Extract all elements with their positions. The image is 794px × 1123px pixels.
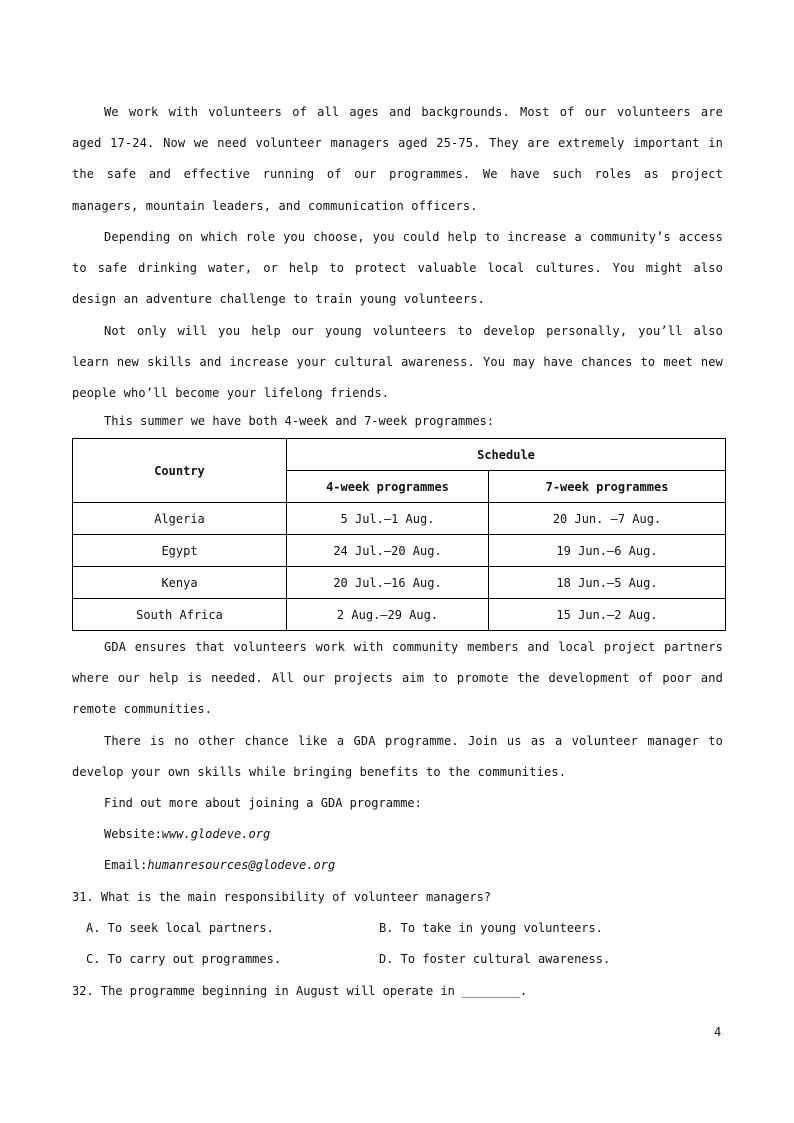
join-paragraph: There is no other chance like a GDA programme. Join us as a volunteer manager to develop your own skills while bringing benefits to the communities. — [72, 734, 723, 780]
cell-country: South Africa — [73, 599, 287, 631]
page-number: 4 — [714, 1025, 722, 1039]
cell-7-week: 19 Jun.—6 Aug. — [489, 535, 726, 567]
header-schedule: Schedule — [287, 439, 726, 471]
header-4-week: 4-week programmes — [287, 471, 489, 503]
question-31: 31. What is the main responsibility of volunteer managers? — [72, 890, 492, 904]
option-31-b: B. To take in young volunteers. — [379, 921, 603, 935]
option-31-d: D. To foster cultural awareness. — [379, 952, 611, 966]
intro-paragraph-3: Not only will you help our young volunteers to develop personally, you’ll also learn new skills and increase your cultural awareness. You may have chances to meet new people who’ll become your lifelong friends. — [72, 324, 723, 401]
website-line — [104, 827, 270, 841]
table-intro: This summer we have both 4-week and 7-week programmes: — [104, 414, 495, 428]
website-link[interactable]: www.glodeve.org — [161, 827, 271, 841]
cell-4-week: 2 Aug.—29 Aug. — [287, 599, 489, 631]
gda-paragraph: GDA ensures that volunteers work with community members and local project partners where our help is needed. All our projects aim to promote the development of poor and remote communities. — [72, 640, 723, 717]
table-row — [73, 567, 726, 599]
cell-country: Algeria — [73, 503, 287, 535]
table-row — [73, 503, 726, 535]
question-32: 32. The programme beginning in August will operate in ________. — [72, 984, 528, 998]
cell-7-week: 20 Jun. —7 Aug. — [489, 503, 726, 535]
cell-4-week: 24 Jul.—20 Aug. — [287, 535, 489, 567]
find-out-more: Find out more about joining a GDA programme: — [104, 796, 422, 810]
cell-7-week: 15 Jun.—2 Aug. — [489, 599, 726, 631]
option-31-a: A. To seek local partners. — [86, 921, 274, 935]
cell-4-week: 20 Jul.—16 Aug. — [287, 567, 489, 599]
schedule-table — [72, 438, 726, 631]
intro-paragraph-2: Depending on which role you choose, you could help to increase a community’s access to safe drinking water, or help to protect valuable local cultures. You might also design an adventure challenge to train young volunteers. — [72, 230, 723, 307]
cell-4-week: 5 Jul.—1 Aug. — [287, 503, 489, 535]
table-row — [73, 599, 726, 631]
email-link[interactable]: humanresources@glodeve.org — [147, 858, 336, 872]
email-label: Email: — [104, 858, 148, 872]
cell-country: Egypt — [73, 535, 287, 567]
website-label: Website: — [104, 827, 162, 841]
option-31-c: C. To carry out programmes. — [86, 952, 282, 966]
table-row — [73, 535, 726, 567]
intro-paragraph-1: We work with volunteers of all ages and backgrounds. Most of our volunteers are aged 17-24. Now we need volunteer managers aged 25-75. They are extremely important in the safe and effective running of our programmes. We have such roles as project managers, mountain leaders, and communication officers. — [72, 105, 723, 213]
email-line — [104, 858, 335, 872]
cell-country: Kenya — [73, 567, 287, 599]
header-country: Country — [73, 439, 287, 503]
header-7-week: 7-week programmes — [489, 471, 726, 503]
cell-7-week: 18 Jun.—5 Aug. — [489, 567, 726, 599]
